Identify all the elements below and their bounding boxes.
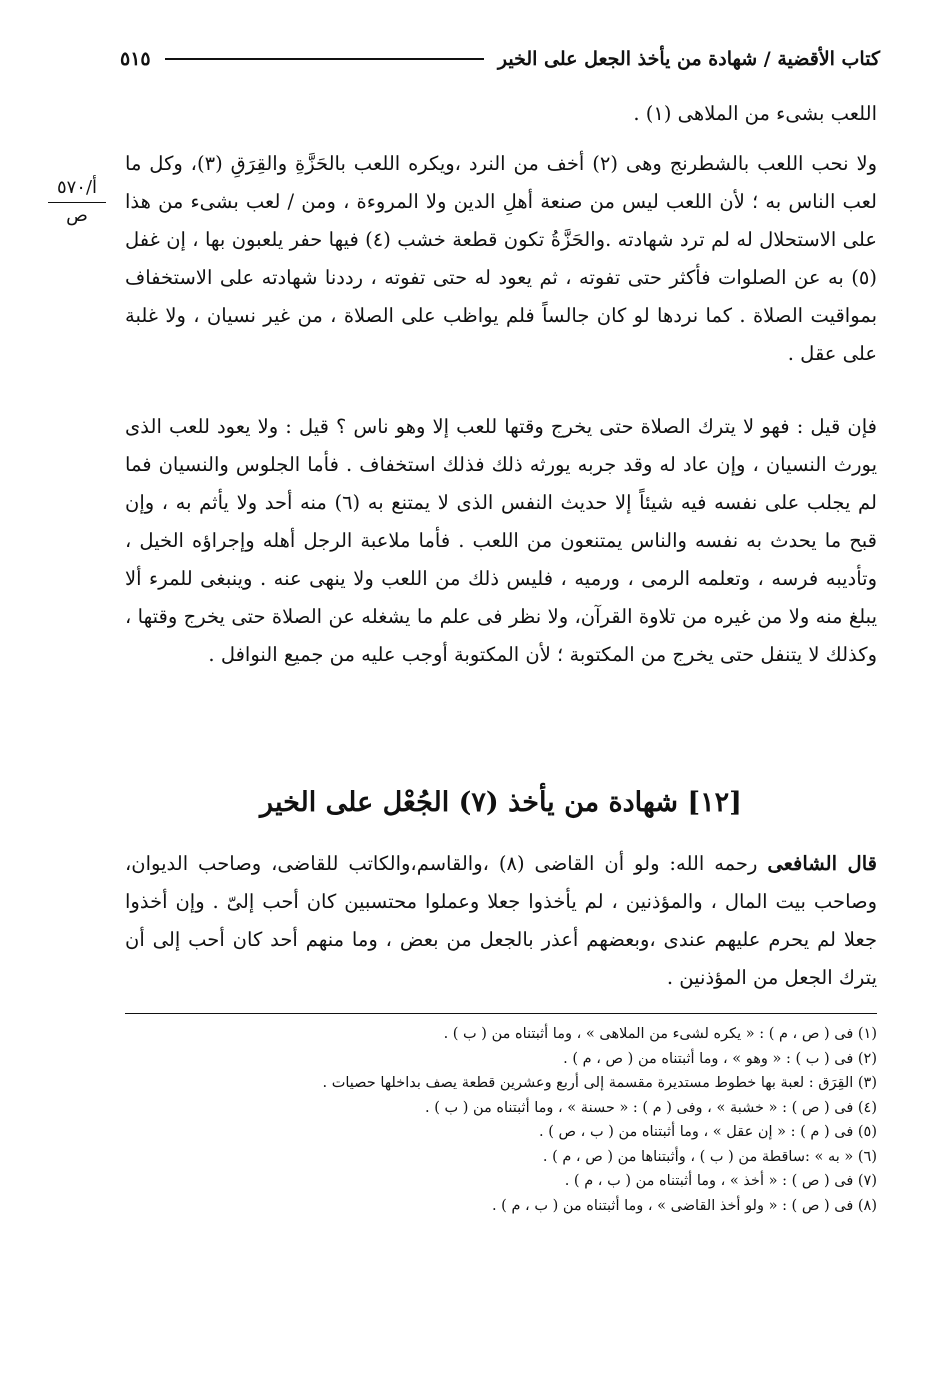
- paragraph-4: [125, 845, 877, 997]
- folio-reference: أ/٥٧٠: [48, 175, 106, 203]
- footnote-1: (١) فى ( ص ، م ) : « يكره لشىء من الملاهى » ، وما أثبتناه من ( ب ) .: [443, 1026, 877, 1042]
- page-number: ٥١٥: [120, 48, 151, 70]
- paragraph-1: [125, 95, 877, 133]
- running-header: [120, 42, 880, 76]
- section-heading: [١٢] شهادة من يأخذ (٧) الجُعْل على الخير: [260, 787, 742, 818]
- paragraph-3-text: فإن قيل : فهو لا يترك الصلاة حتى يخرج وقتها للعب إلا وهو ناس ؟ قيل : ولا يعود للعب الذى يورث النسيان ، وإن عاد له وقد جربه يورثه ذلك فذلك استخفاف . فأما الجلوس والنسيان فما لم يجلب على نفسه فيه شيئاً إلا حديث النفس الذى لا يمتنع به (٦) منه أحد ولا يأثم به ، وإن قبح ما يحدث به نفسه والناس يمتنعون من اللعب . فأما ملاعبة الرجل أهله وإجراؤه الخيل ، وتأديبه فرسه ، وتعلمه الرمى ، ورميه ، فليس ذلك من اللعب ولا ينهى عنه . وينبغى للمرء ألا يبلغ منه ولا من غيره من تلاوة القرآن، ولا نظر فى علم ما يشغله عن الصلاة حتى يخرج وقتها ، وكذلك لا يتنفل حتى يخرج من المكتوبة ؛ لأن المكتوبة أوجب عليه من جميع النوافل .: [125, 415, 877, 666]
- footnote-8: (٨) فى ( ص ) : « ولو أخذ القاضى » ، وما أثبتناه من ( ب ، م ) .: [491, 1197, 877, 1214]
- header-rule: [165, 58, 484, 60]
- paragraph-2-text: ولا نحب اللعب بالشطرنج وهى (٢) أخف من النرد ،ويكره اللعب بالحَزَّةِ والقِرَقِ (٣)، وكل ما لعب الناس به ؛ لأن اللعب ليس من صنعة أهلِ الدين ولا المروءة ، ومن / لعب بشىء من هذا على الاستحلال له لم ترد شهادته .والحَزَّةُ تكون قطعة خشب (٤) فيها حفر يلعبون بها ، إن غفل (٥) به عن الصلوات فأكثر حتى تفوته ، ثم يعود له حتى تفوته ، رددنا شهادته على الاستخفاف بمواقيت الصلاة . كما نردها لو كان جالساً فلم يواظب على الصلاة ، من غير نسيان ، ولا غلبة على عقل .: [125, 152, 877, 365]
- footnotes: [125, 1022, 877, 1218]
- footnote-4: (٤) فى ( ص ) : « خشبة » ، وفى ( م ) : « حسنة » ، وما أثبتناه من ( ب ) .: [424, 1099, 877, 1116]
- footnote-7: (٧) فى ( ص ) : « أخذ » ، وما أثبتناه من ( ب ، م ) .: [564, 1173, 877, 1189]
- manuscript-siglum: ص: [66, 205, 88, 226]
- paragraph-1-text: اللعب بشىء من الملاهى (١) .: [633, 102, 877, 125]
- paragraph-3: [125, 408, 877, 674]
- running-title: كتاب الأقضية / شهادة من يأخذ الجعل على الخير: [497, 48, 880, 70]
- footnote-5: (٥) فى ( م ) : « إن عقل » ، وما أثبتناه من ( ب ، ص ) .: [539, 1124, 877, 1140]
- footnote-3: (٣) القِرَق : لعبة بها خطوط مستديرة مقسمة إلى أربع وعشرين قطعة يصف بداخلها حصيات .: [322, 1075, 877, 1091]
- footnote-6: (٦) « به » :ساقطة من ( ب ) ، وأثبتناها من ( ص ، م ) .: [542, 1148, 877, 1165]
- paragraph-4-lead: قال الشافعى: [767, 852, 877, 875]
- paragraph-2: [125, 145, 877, 373]
- paragraph-4-text: رحمه الله: ولو أن القاضى (٨) ،والقاسم،والكاتب للقاضى، وصاحب الديوان، وصاحب بيت المال ، والمؤذنين ، لم يأخذوا جعلا وعملوا محتسبين كان أحب إلىّ . وإن أخذوا جعلا لم يحرم عليهم عندى ،وبعضهم أعذر بالجعل من بعض ، وما منهم أحد كان أحب إلى أن يترك الجعل من المؤذنين .: [125, 852, 877, 989]
- footnote-2: (٢) فى ( ب ) : « وهو » ، وما أثبتناه من ( ص ، م ) .: [563, 1050, 877, 1067]
- footnote-separator: [125, 1013, 877, 1014]
- manuscript-folio-note: [48, 175, 106, 229]
